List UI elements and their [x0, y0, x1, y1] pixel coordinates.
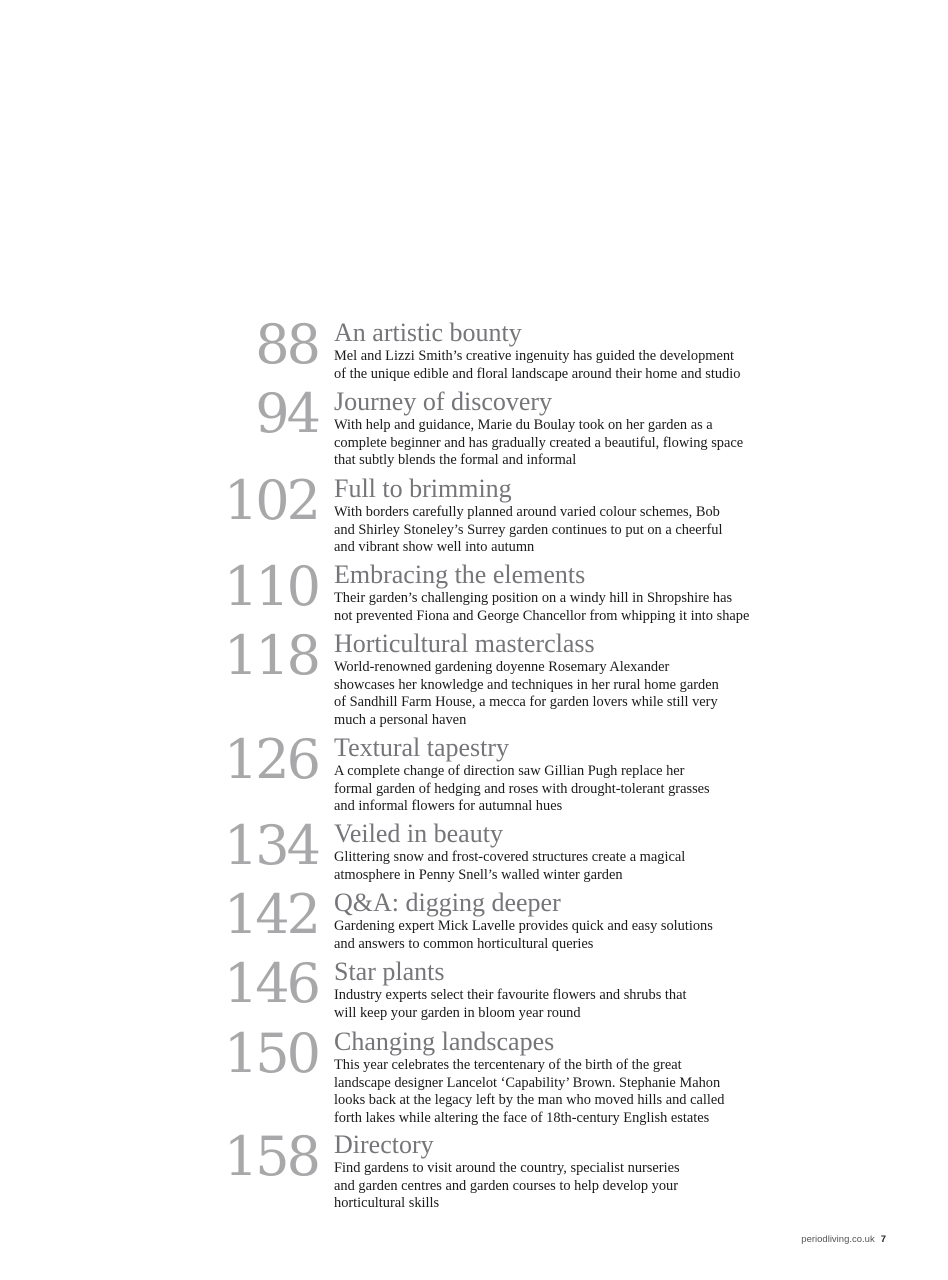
entry-title: Horticultural masterclass	[334, 629, 595, 658]
description-line: horticultural skills	[334, 1195, 440, 1211]
footer-page-number: 7	[880, 1234, 886, 1245]
page-number: 126	[223, 728, 318, 791]
entry-body	[334, 1130, 734, 1213]
description-line: not prevented Fiona and George Chancellor from whipping it into shape	[334, 607, 750, 624]
description-line: looks back at the legacy left by the man who moved hills and called	[334, 1092, 725, 1108]
description-line: showcases her knowledge and techniques in her rural home garden	[334, 676, 719, 693]
entry-title: Veiled in beauty	[334, 819, 503, 848]
table-of-contents	[0, 313, 948, 1216]
entry-title: Changing landscapes	[334, 1027, 555, 1056]
page-footer	[801, 1234, 886, 1245]
description-line: Mel and Lizzi Smith’s creative ingenuity has guided the development	[334, 348, 735, 364]
entry-title: Q&A: digging deeper	[334, 888, 561, 917]
description-line: landscape designer Lancelot ‘Capability’ Brown. Stephanie Mahon	[334, 1074, 721, 1091]
description-line: of Sandhill Farm House, a mecca for garden lovers while still very	[334, 694, 718, 710]
page-number: 94	[255, 382, 318, 445]
entry-title: Journey of discovery	[334, 387, 553, 416]
entry-title: Directory	[334, 1130, 434, 1159]
entry-description	[334, 987, 734, 1022]
toc-entry	[0, 1125, 948, 1216]
entry-body	[334, 957, 734, 1022]
description-line: and answers to common horticultural queries	[334, 935, 594, 952]
description-line: complete beginner and has gradually created a beautiful, flowing space	[334, 434, 744, 451]
toc-entry	[0, 469, 948, 560]
toc-entry	[0, 624, 948, 733]
description-line: and vibrant show well into autumn	[334, 539, 535, 555]
entry-title: Textural tapestry	[334, 733, 510, 762]
entry-description	[334, 348, 741, 383]
toc-entry	[0, 382, 948, 474]
toc-entry	[0, 555, 948, 629]
entry-body	[334, 318, 741, 383]
entry-body	[334, 888, 734, 953]
entry-title: An artistic bounty	[334, 318, 522, 347]
description-line: World-renowned gardening doyenne Rosemary Alexander	[334, 659, 670, 675]
entry-description	[334, 504, 734, 557]
entry-body	[334, 819, 734, 884]
description-line: Find gardens to visit around the country, specialist nurseries	[334, 1160, 680, 1176]
description-line: much a personal haven	[334, 711, 467, 728]
description-line: With help and guidance, Marie du Boulay took on her garden as a	[334, 417, 713, 433]
entry-title: Embracing the elements	[334, 560, 586, 589]
entry-description	[334, 763, 734, 816]
page-number: 150	[223, 1022, 318, 1085]
entry-body	[334, 733, 734, 816]
description-line: will keep your garden in bloom year round	[334, 1004, 581, 1021]
toc-entry	[0, 1022, 948, 1130]
entry-body	[334, 387, 744, 470]
page-number: 146	[223, 952, 318, 1015]
toc-entry	[0, 313, 948, 387]
description-line: of the unique edible and floral landscape around their home and studio	[334, 365, 741, 382]
description-line: A complete change of direction saw Gillian Pugh replace her	[334, 763, 685, 779]
description-line: Gardening expert Mick Lavelle provides quick and easy solutions	[334, 918, 713, 934]
entry-body	[334, 560, 750, 625]
page-number: 158	[223, 1125, 318, 1188]
description-line: that subtly blends the formal and informal	[334, 452, 577, 468]
page-number: 134	[223, 814, 318, 877]
page-number: 142	[223, 883, 318, 946]
description-line: Glittering snow and frost-covered structures create a magical	[334, 849, 686, 865]
description-line: formal garden of hedging and roses with drought-tolerant grasses	[334, 780, 710, 797]
description-line: atmosphere in Penny Snell’s walled winter garden	[334, 866, 623, 883]
toc-entry	[0, 814, 948, 888]
entry-title: Full to brimming	[334, 474, 512, 503]
description-line: This year celebrates the tercentenary of the birth of the great	[334, 1057, 682, 1073]
entry-body	[334, 1027, 734, 1127]
entry-description	[334, 1160, 734, 1213]
description-line: forth lakes while altering the face of 18th-century English estates	[334, 1109, 710, 1126]
entry-description	[334, 659, 734, 729]
entry-description	[334, 417, 744, 470]
description-line: and informal flowers for autumnal hues	[334, 798, 563, 814]
description-line: Industry experts select their favourite flowers and shrubs that	[334, 987, 687, 1003]
toc-entry	[0, 952, 948, 1027]
description-line: and Shirley Stoneley’s Surrey garden continues to put on a cheerful	[334, 521, 723, 538]
page-number: 118	[223, 624, 318, 687]
description-line: With borders carefully planned around varied colour schemes, Bob	[334, 504, 720, 520]
entry-title: Star plants	[334, 957, 445, 986]
toc-entry	[0, 728, 948, 819]
entry-description	[334, 849, 734, 884]
description-line: Their garden’s challenging position on a windy hill in Shropshire has	[334, 590, 733, 606]
entry-description	[334, 1057, 734, 1127]
page-number: 110	[223, 555, 318, 618]
entry-body	[334, 474, 734, 557]
entry-description	[334, 918, 734, 953]
page-number: 88	[255, 313, 318, 376]
toc-entry	[0, 883, 948, 957]
entry-body	[334, 629, 734, 729]
description-line: and garden centres and garden courses to help develop your	[334, 1177, 679, 1194]
footer-website: periodliving.co.uk	[801, 1234, 875, 1245]
entry-description	[334, 590, 750, 625]
page-number: 102	[223, 469, 318, 532]
